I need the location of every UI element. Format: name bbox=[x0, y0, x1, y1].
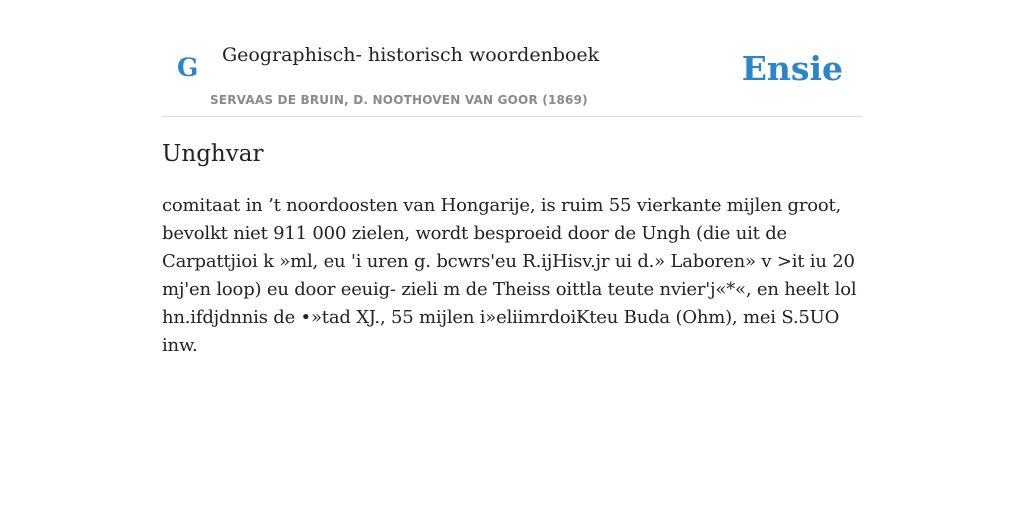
book-title-link[interactable]: Geographisch- historisch woordenboek bbox=[222, 44, 600, 66]
book-letter-link[interactable]: G bbox=[177, 53, 199, 82]
entry-body: comitaat in ’t noordoosten van Hongarije, is ruim 55 vierkante mijlen groot, bevolkt niet 911 000 zielen, wordt besproeid door de Ungh (die uit de Carpattjioi k »ml, eu 'i uren g. bcwrs'eu R.ijHisv.jr ui d.» Laboren» v >it iu 20 mj'en loop) eu door eeuig- zieli m de Theiss oittla teute nvier'j«*«, en heelt lol hn.ifdjdnnis de •»tad XJ., 55 mijlen i»eliimrdoiKteu Buda (Ohm), mei S.5UO inw. bbox=[162, 195, 857, 356]
header bbox=[162, 0, 862, 117]
entry-title: Unghvar bbox=[162, 141, 264, 167]
ensie-logo-link[interactable]: Ensie bbox=[741, 49, 843, 88]
book-subtitle: SERVAAS DE BRUIN, D. NOOTHOVEN VAN GOOR (1869) bbox=[210, 93, 588, 107]
